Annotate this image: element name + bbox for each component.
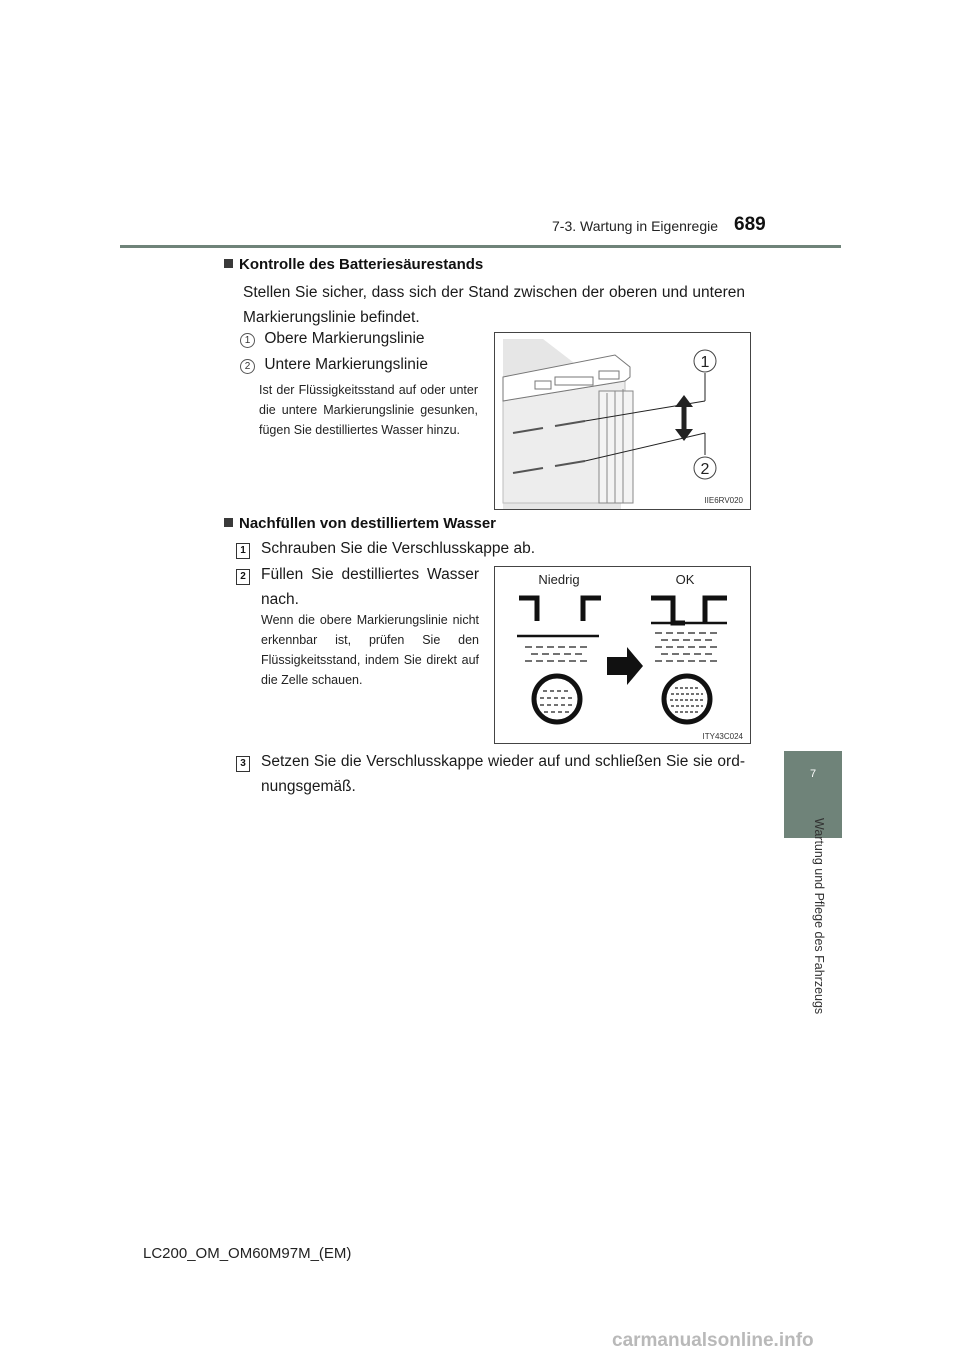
figure-code: IIE6RV020 — [704, 496, 743, 505]
battery-case-side — [599, 391, 633, 503]
battery-illustration — [495, 333, 750, 509]
step-1-text: Schrauben Sie die Verschlusskappe ab. — [261, 540, 536, 557]
step-3 — [236, 753, 250, 772]
legend-item-upper-line: 1 Obere Markierungslinie — [240, 330, 425, 348]
note-low-level: Ist der Flüssigkeitsstand auf oder unter die untere Markierungslinie gesunken, fügen Sie destilliertes Wasser hinzu. — [259, 383, 478, 437]
step-number-2: 2 — [236, 569, 250, 585]
step-number-1: 1 — [236, 543, 250, 559]
square-bullet-icon — [224, 518, 233, 527]
battery-level-figure — [494, 332, 751, 510]
step-1 — [236, 540, 250, 559]
document-code: LC200_OM_OM60M97M_(EM) — [143, 1245, 352, 1262]
callout-2-label: 2 — [700, 461, 710, 478]
label-ok: OK — [675, 572, 695, 587]
page-number: 689 — [734, 214, 766, 235]
arrow-right-icon — [607, 647, 643, 685]
header-divider — [120, 245, 841, 248]
square-bullet-icon — [224, 259, 233, 268]
step-3-text: Setzen Sie die Verschlusskappe wieder auf und schließen Sie sie ord-nungsgemäß. — [261, 753, 745, 795]
section-heading-battery-level: Kontrolle des Batteriesäurestands — [224, 256, 483, 273]
legend-item-lower-line: 2 Untere Markierungslinie — [240, 356, 428, 374]
callout-1-label: 1 — [700, 354, 710, 371]
level-range-arrow-icon — [675, 395, 693, 441]
header-section-title: 7-3. Wartung in Eigenregie — [552, 218, 719, 234]
note-check-cell: Wenn die obere Markierungslinie nicht erkennbar ist, prüfen Sie den Flüssigkeitsstand, indem Sie direkt auf die Zelle schauen. — [261, 613, 479, 687]
circled-number-1-icon: 1 — [240, 333, 255, 348]
section-intro-text: Stellen Sie sicher, dass sich der Stand zwischen der oberen und unteren Markierungslinie befindet. — [243, 284, 745, 326]
figure-code: ITY43C024 — [702, 732, 743, 741]
water-level-illustration — [495, 567, 750, 743]
low-level-cell — [517, 598, 601, 722]
section-heading-refill-water: Nachfüllen von destilliertem Wasser — [224, 515, 496, 532]
chapter-tab-number: 7 — [809, 768, 817, 780]
circled-number-2-icon: 2 — [240, 359, 255, 374]
step-2 — [236, 566, 250, 585]
step-number-3: 3 — [236, 756, 250, 772]
label-low: Niedrig — [538, 572, 580, 587]
water-level-figure — [494, 566, 751, 744]
ok-level-cell — [651, 598, 727, 722]
step-2-text: Füllen Sie destilliertes Wasser nach. — [261, 566, 479, 608]
chapter-tab-label: Wartung und Pflege des Fahrzeugs — [812, 818, 826, 1015]
watermark: carmanualsonline.info — [612, 1330, 814, 1351]
